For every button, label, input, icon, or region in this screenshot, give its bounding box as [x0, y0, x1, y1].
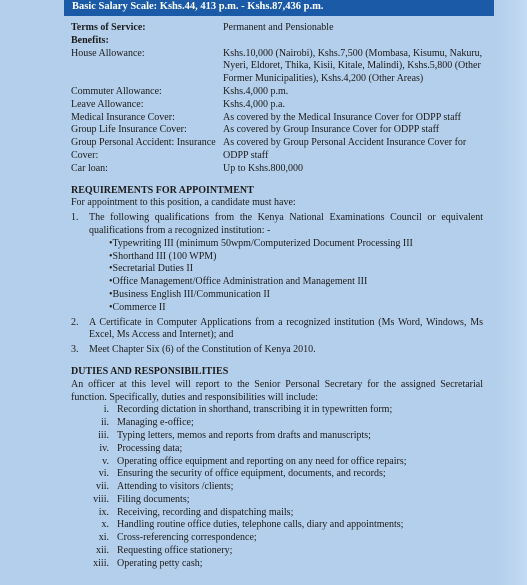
benefit-row: [71, 163, 483, 176]
duty-number: vii.: [95, 481, 109, 493]
salary-band-text: Basic Salary Scale: Kshs.44, 413 p.m. - Kshs.87,436 p.m.: [72, 1, 324, 12]
benefit-row: [71, 124, 483, 137]
duty-text: Requesting office stationery;: [117, 545, 233, 557]
duty-item: [71, 532, 483, 545]
duty-item: [71, 430, 483, 443]
duty-text: Handling routine office duties, telephone calls, diary and appointments;: [117, 519, 404, 531]
duty-item: [71, 558, 483, 571]
benefit-value: As covered by Group Personal Accident Insurance Cover for ODPP staff: [223, 137, 467, 161]
duty-item: [71, 443, 483, 456]
duty-item: [71, 417, 483, 430]
duty-item: [71, 481, 483, 494]
qualification-list: [109, 238, 483, 315]
requirement-number: 3.: [71, 344, 79, 356]
document-page: [71, 22, 483, 571]
requirement-number: 2.: [71, 316, 79, 328]
duty-text: Receiving, recording and dispatching mails;: [117, 506, 294, 518]
duty-number: xii.: [95, 545, 109, 557]
duty-text: Recording dictation in shorthand, transcribing it in typewritten form;: [117, 404, 393, 416]
benefit-label: Leave Allowance:: [71, 98, 144, 110]
benefit-row: [71, 137, 483, 163]
duty-item: [71, 404, 483, 417]
requirement-item: [71, 212, 483, 314]
benefit-row: [71, 86, 483, 99]
duties-list: [71, 404, 483, 570]
benefit-value: Kshs.10,000 (Nairobi), Kshs.7,500 (Mombasa, Kisumu, Nakuru, Nyeri, Eldoret, Thika, Kisii, Kitale, Malindi), Kshs.5,800 (Other Former Municipalities), Kshs.4,200 (Other Areas): [223, 47, 483, 85]
duty-number: xi.: [98, 532, 109, 544]
benefit-row: [71, 99, 483, 112]
duty-number: viii.: [93, 493, 109, 505]
duty-number: i.: [103, 404, 109, 416]
requirement-item: [71, 317, 483, 343]
duty-text: Operating office equipment and reporting on any need for office repairs;: [117, 455, 407, 467]
duty-text: Ensuring the security of office equipment, documents, and records;: [117, 468, 386, 480]
requirements-intro: For appointment to this position, a candidate must have:: [71, 197, 296, 209]
duty-item: [71, 456, 483, 469]
salary-band: [64, 0, 494, 16]
duties-heading: DUTIES AND RESPONSIBILITIES: [71, 365, 229, 377]
duty-item: [71, 468, 483, 481]
duty-item: [71, 494, 483, 507]
page-edge-shadow: [497, 0, 527, 585]
benefits-list: [71, 48, 483, 176]
duty-text: Cross-referencing correspondence;: [117, 532, 257, 544]
duty-text: Operating petty cash;: [117, 557, 203, 569]
benefit-label: Commuter Allowance:: [71, 85, 162, 97]
benefits-label: Benefits:: [71, 34, 109, 46]
terms-label: Terms of Service:: [71, 22, 146, 33]
duty-text: Filing documents;: [117, 493, 190, 505]
benefit-label: House Allowance:: [71, 47, 145, 59]
duty-item: [71, 519, 483, 532]
requirements-heading: REQUIREMENTS FOR APPOINTMENT: [71, 184, 254, 196]
duties-intro: An officer at this level will report to the Senior Personal Secretary for the assigned Secretarial function. Specifically, duties and responsibilities will include:: [71, 378, 483, 403]
duty-number: v.: [102, 455, 109, 467]
requirement-text: A Certificate in Computer Applications from a recognized institution (Ms Word, Windows, Ms Excel, Ms Access and Internet); and: [89, 316, 483, 341]
duty-item: [71, 545, 483, 558]
benefit-label: Car loan:: [71, 162, 108, 174]
requirement-text: The following qualifications from the Kenya National Examinations Council or equivalent qualifications from a recognized institution: -: [89, 212, 483, 236]
requirements-list: [71, 212, 483, 357]
requirement-text: Meet Chapter Six (6) of the Constitution of Kenya 2010.: [89, 344, 316, 356]
duty-text: Typing letters, memos and reports from drafts and manuscripts;: [117, 429, 371, 441]
qualification-item: • Office Management/Office Administration and Management III: [109, 276, 483, 289]
requirement-body: [89, 212, 483, 314]
duty-number: ix.: [98, 506, 109, 518]
duty-text: Managing e-office;: [117, 417, 194, 429]
requirement-number: 1.: [71, 212, 79, 224]
benefit-label: Group Life Insurance Cover:: [71, 124, 187, 136]
benefit-label: Group Personal Accident: Insurance Cover:: [71, 137, 216, 161]
terms-value: Permanent and Pensionable: [223, 22, 334, 33]
benefit-row: [71, 112, 483, 125]
duty-number: iv.: [99, 442, 109, 454]
duty-text: Processing data;: [117, 442, 183, 454]
duty-number: xiii.: [93, 557, 109, 569]
benefit-value: Kshs.4,000 p.a.: [223, 98, 285, 110]
requirement-body: [89, 317, 483, 343]
benefit-value: As covered by the Medical Insurance Cover for ODPP staff: [223, 111, 461, 123]
duty-number: iii.: [98, 429, 109, 441]
qualification-item: • Secretarial Duties II: [109, 263, 483, 276]
qualification-item: • Business English III/Communication II: [109, 289, 483, 302]
benefit-value: Up to Kshs.800,000: [223, 162, 304, 174]
requirement-item: [71, 344, 483, 357]
qualification-item: • Shorthand III (100 WPM): [109, 251, 483, 264]
duty-text: Attending to visitors /clients;: [117, 481, 234, 493]
duty-item: [71, 507, 483, 520]
duty-number: ii.: [100, 417, 109, 429]
benefit-value: As covered by Group Insurance Cover for ODPP staff: [223, 124, 440, 136]
qualification-item: • Typewriting III (minimum 50wpm/Computerized Document Processing III: [109, 238, 483, 251]
duty-number: vi.: [98, 468, 109, 480]
benefit-value: Kshs.4,000 p.m.: [223, 85, 289, 97]
qualification-item: • Commerce II: [109, 302, 483, 315]
benefit-row: [71, 48, 483, 86]
duty-number: x.: [101, 519, 109, 531]
benefit-label: Medical Insurance Cover:: [71, 111, 175, 123]
requirement-body: [89, 344, 483, 357]
terms-row: [71, 22, 483, 35]
